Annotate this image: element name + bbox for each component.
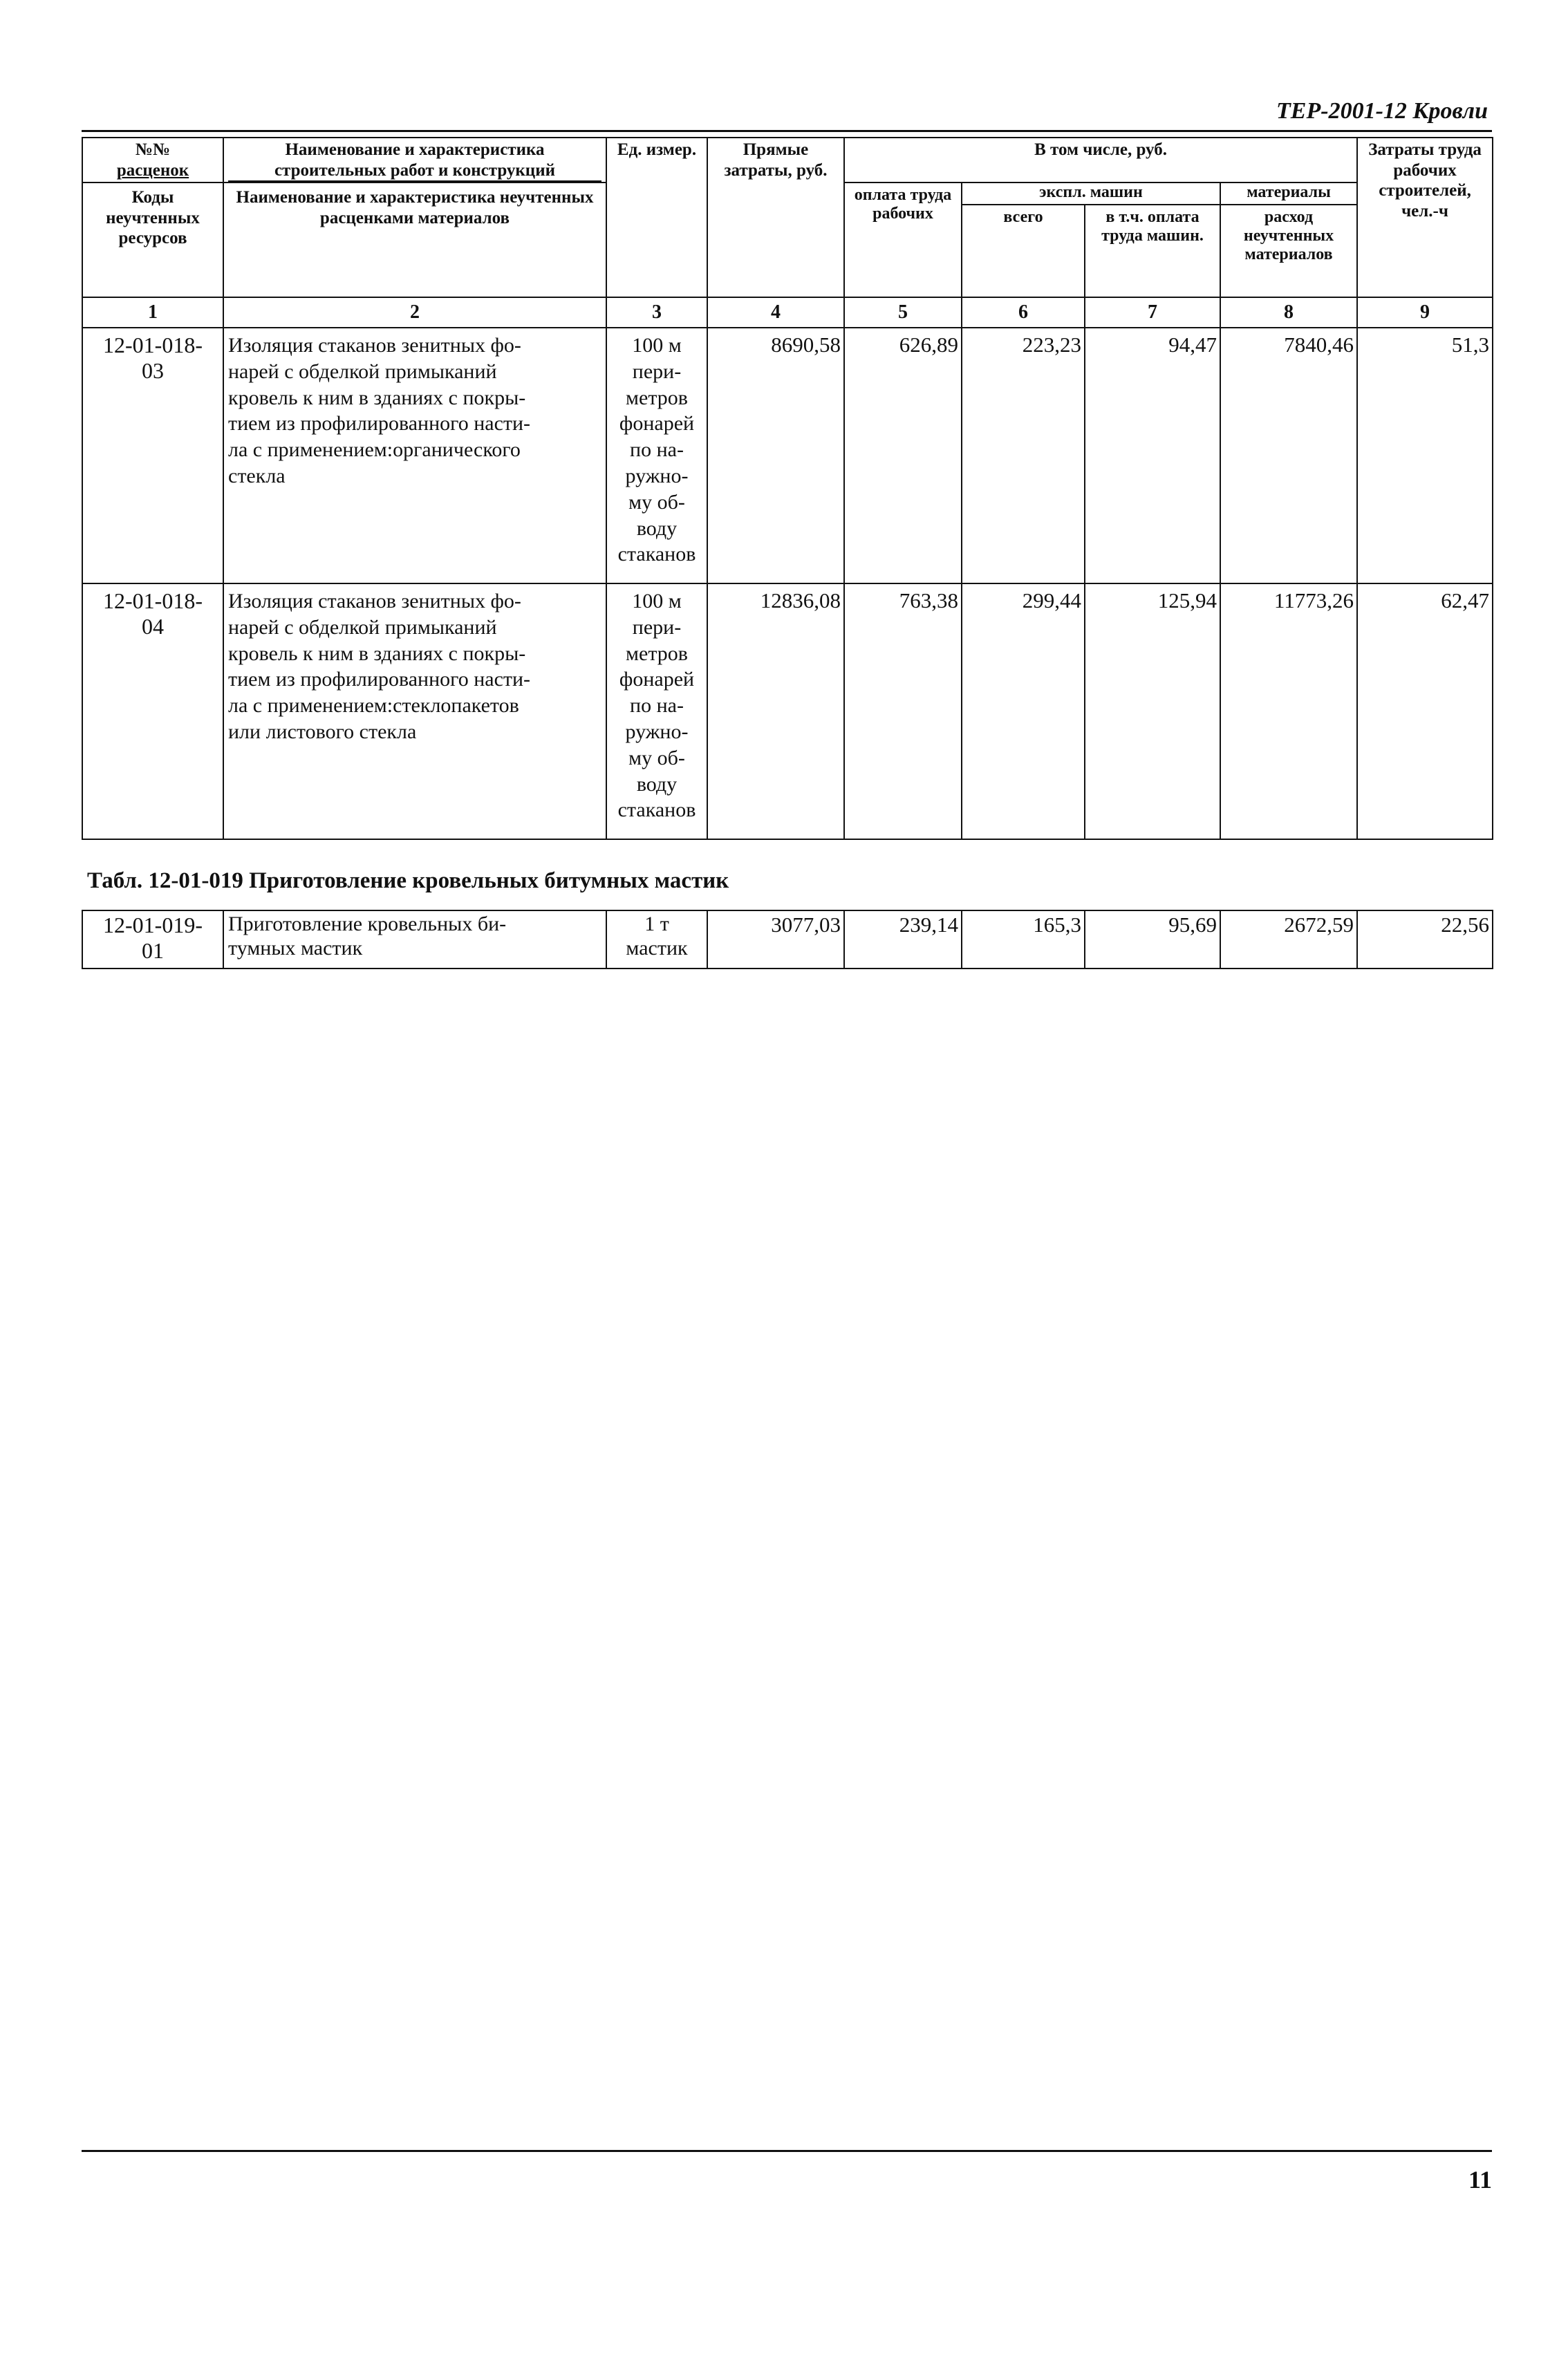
column-number: 6: [962, 297, 1085, 328]
header-work-name: Наименование и характеристика строительных работ и конструкций: [223, 138, 606, 183]
header-machine-labor: в т.ч. оплата труда машин.: [1085, 205, 1220, 297]
header-machine-group: экспл. машин: [962, 183, 1220, 205]
materials: 7840,46: [1220, 328, 1357, 583]
header-materials-consumption: расход неучтенных материалов: [1220, 205, 1357, 297]
rate-code: 12-01-019- 01: [82, 910, 223, 969]
table-row: [82, 583, 1493, 839]
header-materials: материалы: [1220, 183, 1357, 205]
work-name: Приготовление кровельных би- тумных мастик: [223, 910, 606, 969]
labor-pay: 626,89: [844, 328, 962, 583]
unit: 100 м пери- метров фонарей по на- ружно- му об- воду стаканов: [606, 328, 707, 583]
column-number: 8: [1220, 297, 1357, 328]
page-number: 11: [1468, 2166, 1492, 2193]
mastic-table: [82, 910, 1493, 969]
header-resource-codes: Коды неучтенных ресурсов: [82, 183, 223, 297]
machine-total: 165,3: [962, 910, 1085, 969]
machine-labor: 94,47: [1085, 328, 1220, 583]
table-row: [82, 328, 1493, 583]
unit: 100 м пери- метров фонарей по на- ружно- му об- воду стаканов: [606, 583, 707, 839]
unit: 1 т мастик: [606, 910, 707, 969]
rate-code: 12-01-018- 04: [82, 583, 223, 839]
column-number: 5: [844, 297, 962, 328]
machine-labor: 125,94: [1085, 583, 1220, 839]
header-direct-cost: Прямые затраты, руб.: [707, 138, 844, 297]
column-number: 4: [707, 297, 844, 328]
labor-hours: 62,47: [1357, 583, 1493, 839]
direct-cost: 8690,58: [707, 328, 844, 583]
table-row: [82, 910, 1493, 969]
machine-labor: 95,69: [1085, 910, 1220, 969]
column-number: 2: [223, 297, 606, 328]
header-machine-total: всего: [962, 205, 1085, 297]
header-unit: Ед. измер.: [606, 138, 707, 297]
column-number: 3: [606, 297, 707, 328]
labor-pay: 239,14: [844, 910, 962, 969]
header-labor-hours: Затраты труда рабочих строителей, чел.-ч: [1357, 138, 1493, 297]
document-reference: ТЕР-2001-12 Кровли: [1276, 98, 1488, 124]
header-materials-name: Наименование и характеристика неучтенных расценками материалов: [223, 183, 606, 297]
column-number: 7: [1085, 297, 1220, 328]
materials: 11773,26: [1220, 583, 1357, 839]
machine-total: 299,44: [962, 583, 1085, 839]
header-labor-pay: оплата труда рабочих: [844, 183, 962, 297]
header-including-group: В том числе, руб.: [844, 138, 1357, 183]
work-name: Изоляция стаканов зенитных фо- нарей с обделкой примыканий кровель к ним в зданиях с покры- тием из профилированного насти- ла с применением:стеклопакетов или листового стекла: [223, 583, 606, 839]
rates-table: [82, 137, 1493, 840]
rate-code: 12-01-018- 03: [82, 328, 223, 583]
column-number: 1: [82, 297, 223, 328]
labor-hours: 22,56: [1357, 910, 1493, 969]
labor-hours: 51,3: [1357, 328, 1493, 583]
column-number-row: [82, 297, 1493, 328]
machine-total: 223,23: [962, 328, 1085, 583]
footer-divider: [82, 2150, 1492, 2152]
direct-cost: 3077,03: [707, 910, 844, 969]
column-number: 9: [1357, 297, 1493, 328]
page-header: [82, 98, 1492, 132]
labor-pay: 763,38: [844, 583, 962, 839]
work-name: Изоляция стаканов зенитных фо- нарей с обделкой примыканий кровель к ним в зданиях с покры- тием из профилированного насти- ла с применением:органического стекла: [223, 328, 606, 583]
header-row-1: [82, 138, 1493, 183]
materials: 2672,59: [1220, 910, 1357, 969]
section-title: Табл. 12-01-019 Приготовление кровельных битумных мастик: [87, 868, 729, 893]
direct-cost: 12836,08: [707, 583, 844, 839]
header-rate-number: №№ расценок: [82, 138, 223, 183]
